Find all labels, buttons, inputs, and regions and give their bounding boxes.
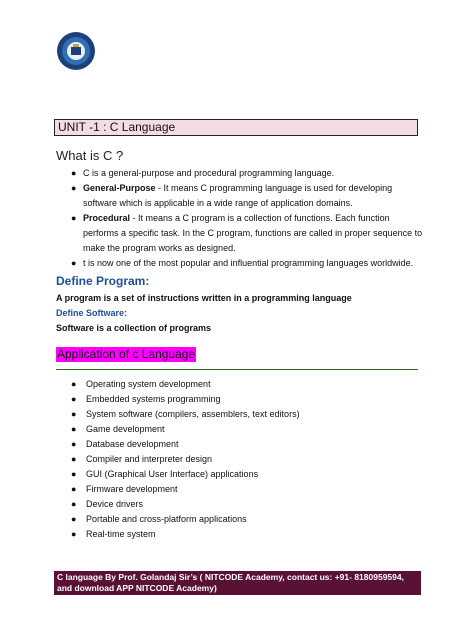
item-text: - It means a C program is a collection of functions. Each function performs a specific task. In the C program, functions are called in proper sequence to make the program works as designed. (83, 213, 423, 253)
list-item (56, 166, 426, 181)
unit-title: UNIT -1 : C Language (54, 119, 418, 136)
item-text: - It means C programming language is used for developing software which is applicable in a wide range of application domains. (83, 183, 393, 208)
page-footer: C language By Prof. Golandaj Sir’s ( NITCODE Academy, contact us: +91- 8180959594, and download APP NITCODE Academy) (54, 571, 421, 595)
list-item (56, 181, 426, 211)
define-program-text: A program is a set of instructions written in a programming language (56, 293, 352, 303)
item-text: System software (compilers, assemblers, text editors) (86, 409, 300, 419)
intro-list (56, 166, 426, 271)
list-item (56, 497, 300, 512)
what-is-heading: What is C ? (56, 148, 124, 163)
bullet-icon: ● (71, 424, 77, 434)
item-text: C is a general-purpose and procedural programming language. (83, 168, 335, 178)
bullet-icon: ● (71, 484, 77, 494)
item-text: Portable and cross-platform applications (86, 514, 247, 524)
item-text: Operating system development (86, 379, 211, 389)
item-text: Compiler and interpreter design (86, 454, 213, 464)
bullet-icon: ● (71, 529, 77, 539)
define-software-text: Software is a collection of programs (56, 323, 212, 333)
list-item (56, 377, 300, 392)
bullet-icon: ● (71, 514, 77, 524)
item-text: t is now one of the most popular and influential programming languages worldwide. (83, 258, 414, 268)
list-item (56, 467, 300, 482)
bullet-icon: ● (71, 183, 77, 193)
define-software-heading: Define Software: (56, 308, 128, 318)
list-item (56, 211, 426, 256)
bullet-icon: ● (71, 394, 77, 404)
list-item (56, 407, 300, 422)
list-item (56, 452, 300, 467)
bullet-icon: ● (71, 499, 77, 509)
bullet-icon: ● (71, 439, 77, 449)
item-text: GUI (Graphical User Interface) applications (86, 469, 259, 479)
item-bold: Procedural (83, 213, 131, 223)
applications-list (56, 377, 300, 542)
list-item (56, 256, 426, 271)
list-item (56, 527, 300, 542)
define-program-heading: Define Program: (56, 274, 150, 288)
list-item (56, 437, 300, 452)
bullet-icon: ● (71, 258, 77, 268)
list-item (56, 482, 300, 497)
item-bold: General-Purpose (83, 183, 156, 193)
bullet-icon: ● (71, 168, 77, 178)
bullet-icon: ● (71, 454, 77, 464)
item-text: Device drivers (86, 499, 144, 509)
section-divider (56, 369, 418, 370)
bullet-icon: ● (71, 379, 77, 389)
item-text: Embedded systems programming (86, 394, 221, 404)
bullet-icon: ● (71, 469, 77, 479)
list-item (56, 422, 300, 437)
list-item (56, 512, 300, 527)
item-text: Firmware development (86, 484, 178, 494)
bullet-icon: ● (71, 409, 77, 419)
item-text: Game development (86, 424, 165, 434)
item-text: Real-time system (86, 529, 156, 539)
item-text: Database development (86, 439, 179, 449)
applications-heading: Application of c Language (57, 347, 196, 361)
academy-seal-logo (56, 31, 96, 71)
bullet-icon: ● (71, 213, 77, 223)
list-item (56, 392, 300, 407)
